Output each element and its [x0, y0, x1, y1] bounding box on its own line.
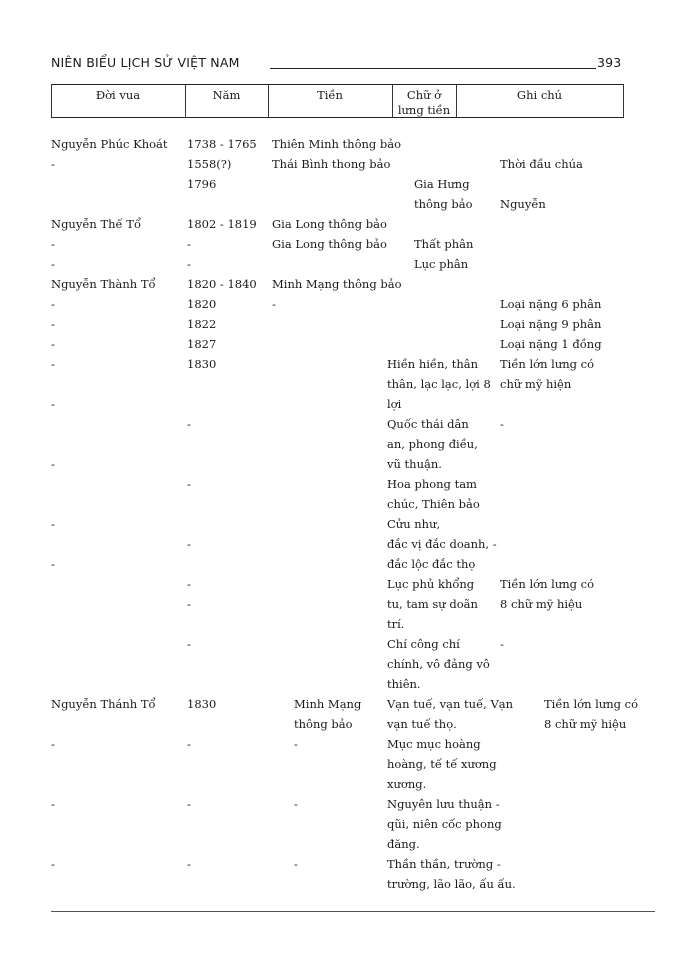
table-cell-text: Nguyễn — [500, 197, 546, 211]
table-cell-text: trí. — [387, 617, 405, 631]
table-cell-text: - — [51, 317, 55, 331]
table-cell-text: thông bảo — [294, 717, 353, 731]
table-cell-text: Loại nặng 1 đồng — [500, 337, 602, 351]
table-cell-text: 8 chữ mỹ hiệu — [500, 597, 583, 611]
table-cell-text: - — [187, 417, 191, 431]
table-cell-text: - — [187, 577, 191, 591]
table-cell-text: an, phong điều, — [387, 437, 478, 451]
table-cell-text: Gia Long thông bảo — [272, 237, 387, 251]
table-cell-text: Gia Hưng — [414, 177, 470, 191]
table-cell-text: Cửu như, — [387, 517, 441, 531]
table-cell-text: Thần thần, trường - — [387, 857, 501, 871]
table-cell-text: vạn tuế thọ. — [387, 717, 457, 731]
table-cell-text: - — [51, 557, 55, 571]
table-cell-text: - — [187, 537, 191, 551]
table-cell-text: Tiền lớn lưng có — [500, 577, 595, 591]
column-header-nam: Năm — [212, 88, 241, 102]
table-cell-text: - — [51, 517, 55, 531]
header-rule — [270, 68, 596, 69]
table-cell-text: - — [187, 637, 191, 651]
column-header-ghi-chu: Ghi chú — [516, 88, 563, 102]
table-cell-text: Thất phân — [414, 237, 474, 251]
table-cell-text: 1802 - 1819 — [187, 217, 257, 231]
table-cell-text: - — [187, 237, 191, 251]
page-bottom-rule — [51, 911, 655, 912]
table-cell-text: Loại nặng 9 phân — [500, 317, 602, 331]
table-cell-text: thiên. — [387, 677, 421, 691]
table-cell-text: Gia Long thông bảo — [272, 217, 387, 231]
table-cell-text: - — [51, 797, 55, 811]
table-cell-text: chính, vô đảng vô — [387, 657, 490, 671]
table-cell-text: - — [51, 337, 55, 351]
table-cell-text: - — [51, 297, 55, 311]
table-cell-text: - — [51, 257, 55, 271]
table-cell-text: - — [294, 797, 298, 811]
page-number: 393 — [597, 55, 622, 70]
table-cell-text: Nguyễn Thế Tổ — [51, 217, 141, 231]
table-cell-text: - — [187, 797, 191, 811]
table-cell-text: qũi, niên cốc phong — [387, 817, 502, 831]
table-cell-text: 1822 — [187, 317, 217, 331]
table-cell-text: 8 chữ mỹ hiệu — [544, 717, 627, 731]
table-cell-text: 1820 - 1840 — [187, 277, 257, 291]
table-cell-text: - — [51, 737, 55, 751]
table-cell-text: xương. — [387, 777, 427, 791]
table-cell-text: vũ thuận. — [387, 457, 442, 471]
table-cell-text: - — [294, 857, 298, 871]
table-cell-text: 1820 — [187, 297, 217, 311]
table-cell-text: 1827 — [187, 337, 217, 351]
table-cell-text: Minh Mạng — [294, 697, 362, 711]
table-cell-text: Chí công chí — [387, 637, 460, 651]
table-cell-text: thân, lạc lạc, lợi 8 — [387, 377, 491, 391]
table-cell-text: - — [51, 857, 55, 871]
table-header-top-border — [51, 84, 624, 85]
column-header-doi-vua: Đời vua — [95, 88, 141, 102]
table-cell-text: - — [51, 157, 55, 171]
table-cell-text: 1830 — [187, 357, 217, 371]
table-cell-text: tu, tam sự doãn — [387, 597, 478, 611]
table-cell-text: lợi — [387, 397, 402, 411]
table-cell-text: Thời đầu chúa — [500, 157, 583, 171]
table-cell-text: Mục mục hoàng — [387, 737, 481, 751]
table-cell-text: Loại nặng 6 phân — [500, 297, 602, 311]
table-cell-text: - — [51, 457, 55, 471]
table-cell-text: đắc vị đắc doanh, - — [387, 537, 497, 551]
table-cell-text: thông bảo — [414, 197, 473, 211]
table-cell-text: - — [500, 417, 504, 431]
table-cell-text: Vạn tuế, vạn tuế, Vạn — [387, 697, 514, 711]
table-cell-text: - — [187, 857, 191, 871]
table-cell-text: đắc lộc đắc thọ — [387, 557, 476, 571]
table-cell-text: - — [187, 477, 191, 491]
table-cell-text: chữ mỹ hiện — [500, 377, 572, 391]
table-cell-text: Nguyễn Phúc Khoát — [51, 137, 168, 151]
table-cell-text: Nguyễn Thánh Tổ — [51, 697, 156, 711]
table-cell-text: Hiền hiền, thân — [387, 357, 479, 371]
table-cell-text: - — [500, 637, 504, 651]
table-cell-text: - — [51, 357, 55, 371]
table-cell-text: Tiền lớn lưng có — [500, 357, 595, 371]
table-cell-text: - — [51, 397, 55, 411]
table-cell-text: Thái Bình thong bảo — [272, 157, 391, 171]
table-cell-text: 1796 — [187, 177, 217, 191]
table-cell-text: đăng. — [387, 837, 420, 851]
column-header-chu-o-line2: lưng tiền — [397, 103, 451, 117]
table-cell-text: - — [187, 737, 191, 751]
table-cell-text: Nguyên lưu thuận - — [387, 797, 500, 811]
table-cell-text: hoàng, tế tế xương — [387, 757, 497, 771]
table-cell-text: Quốc thái dân — [387, 417, 469, 431]
table-cell-text: Lục phân — [414, 257, 469, 271]
table-cell-text: Lục phủ khổng — [387, 577, 475, 591]
table-cell-text: chúc, Thiên bảo — [387, 497, 480, 511]
table-cell-text: - — [187, 257, 191, 271]
table-cell-text: - — [294, 737, 298, 751]
table-cell-text: Tiền lớn lưng có — [544, 697, 639, 711]
column-header-tien: Tiền — [317, 88, 343, 102]
table-cell-text: Minh Mạng thông bảo — [272, 277, 402, 291]
table-header-divider — [623, 84, 624, 118]
table-cell-text: Nguyễn Thành Tổ — [51, 277, 156, 291]
table-cell-text: 1738 - 1765 — [187, 137, 257, 151]
table-cell-text: - — [272, 297, 276, 311]
table-cell-text: - — [51, 237, 55, 251]
column-header-chu-o: Chữ ở — [406, 88, 442, 102]
table-cell-text: - — [187, 597, 191, 611]
table-cell-text: Thiên Minh thông bảo — [272, 137, 402, 151]
page-header-title: NIÊN BIỂU LỊCH SỬ VIỆT NAM — [51, 55, 240, 70]
table-cell-text: 1558(?) — [187, 157, 232, 171]
table-cell-text: 1830 — [187, 697, 217, 711]
table-cell-text: Hoa phong tam — [387, 477, 477, 491]
table-cell-text: trường, lão lão, ấu ấu. — [387, 877, 516, 891]
table-header-bottom-border — [51, 117, 624, 118]
